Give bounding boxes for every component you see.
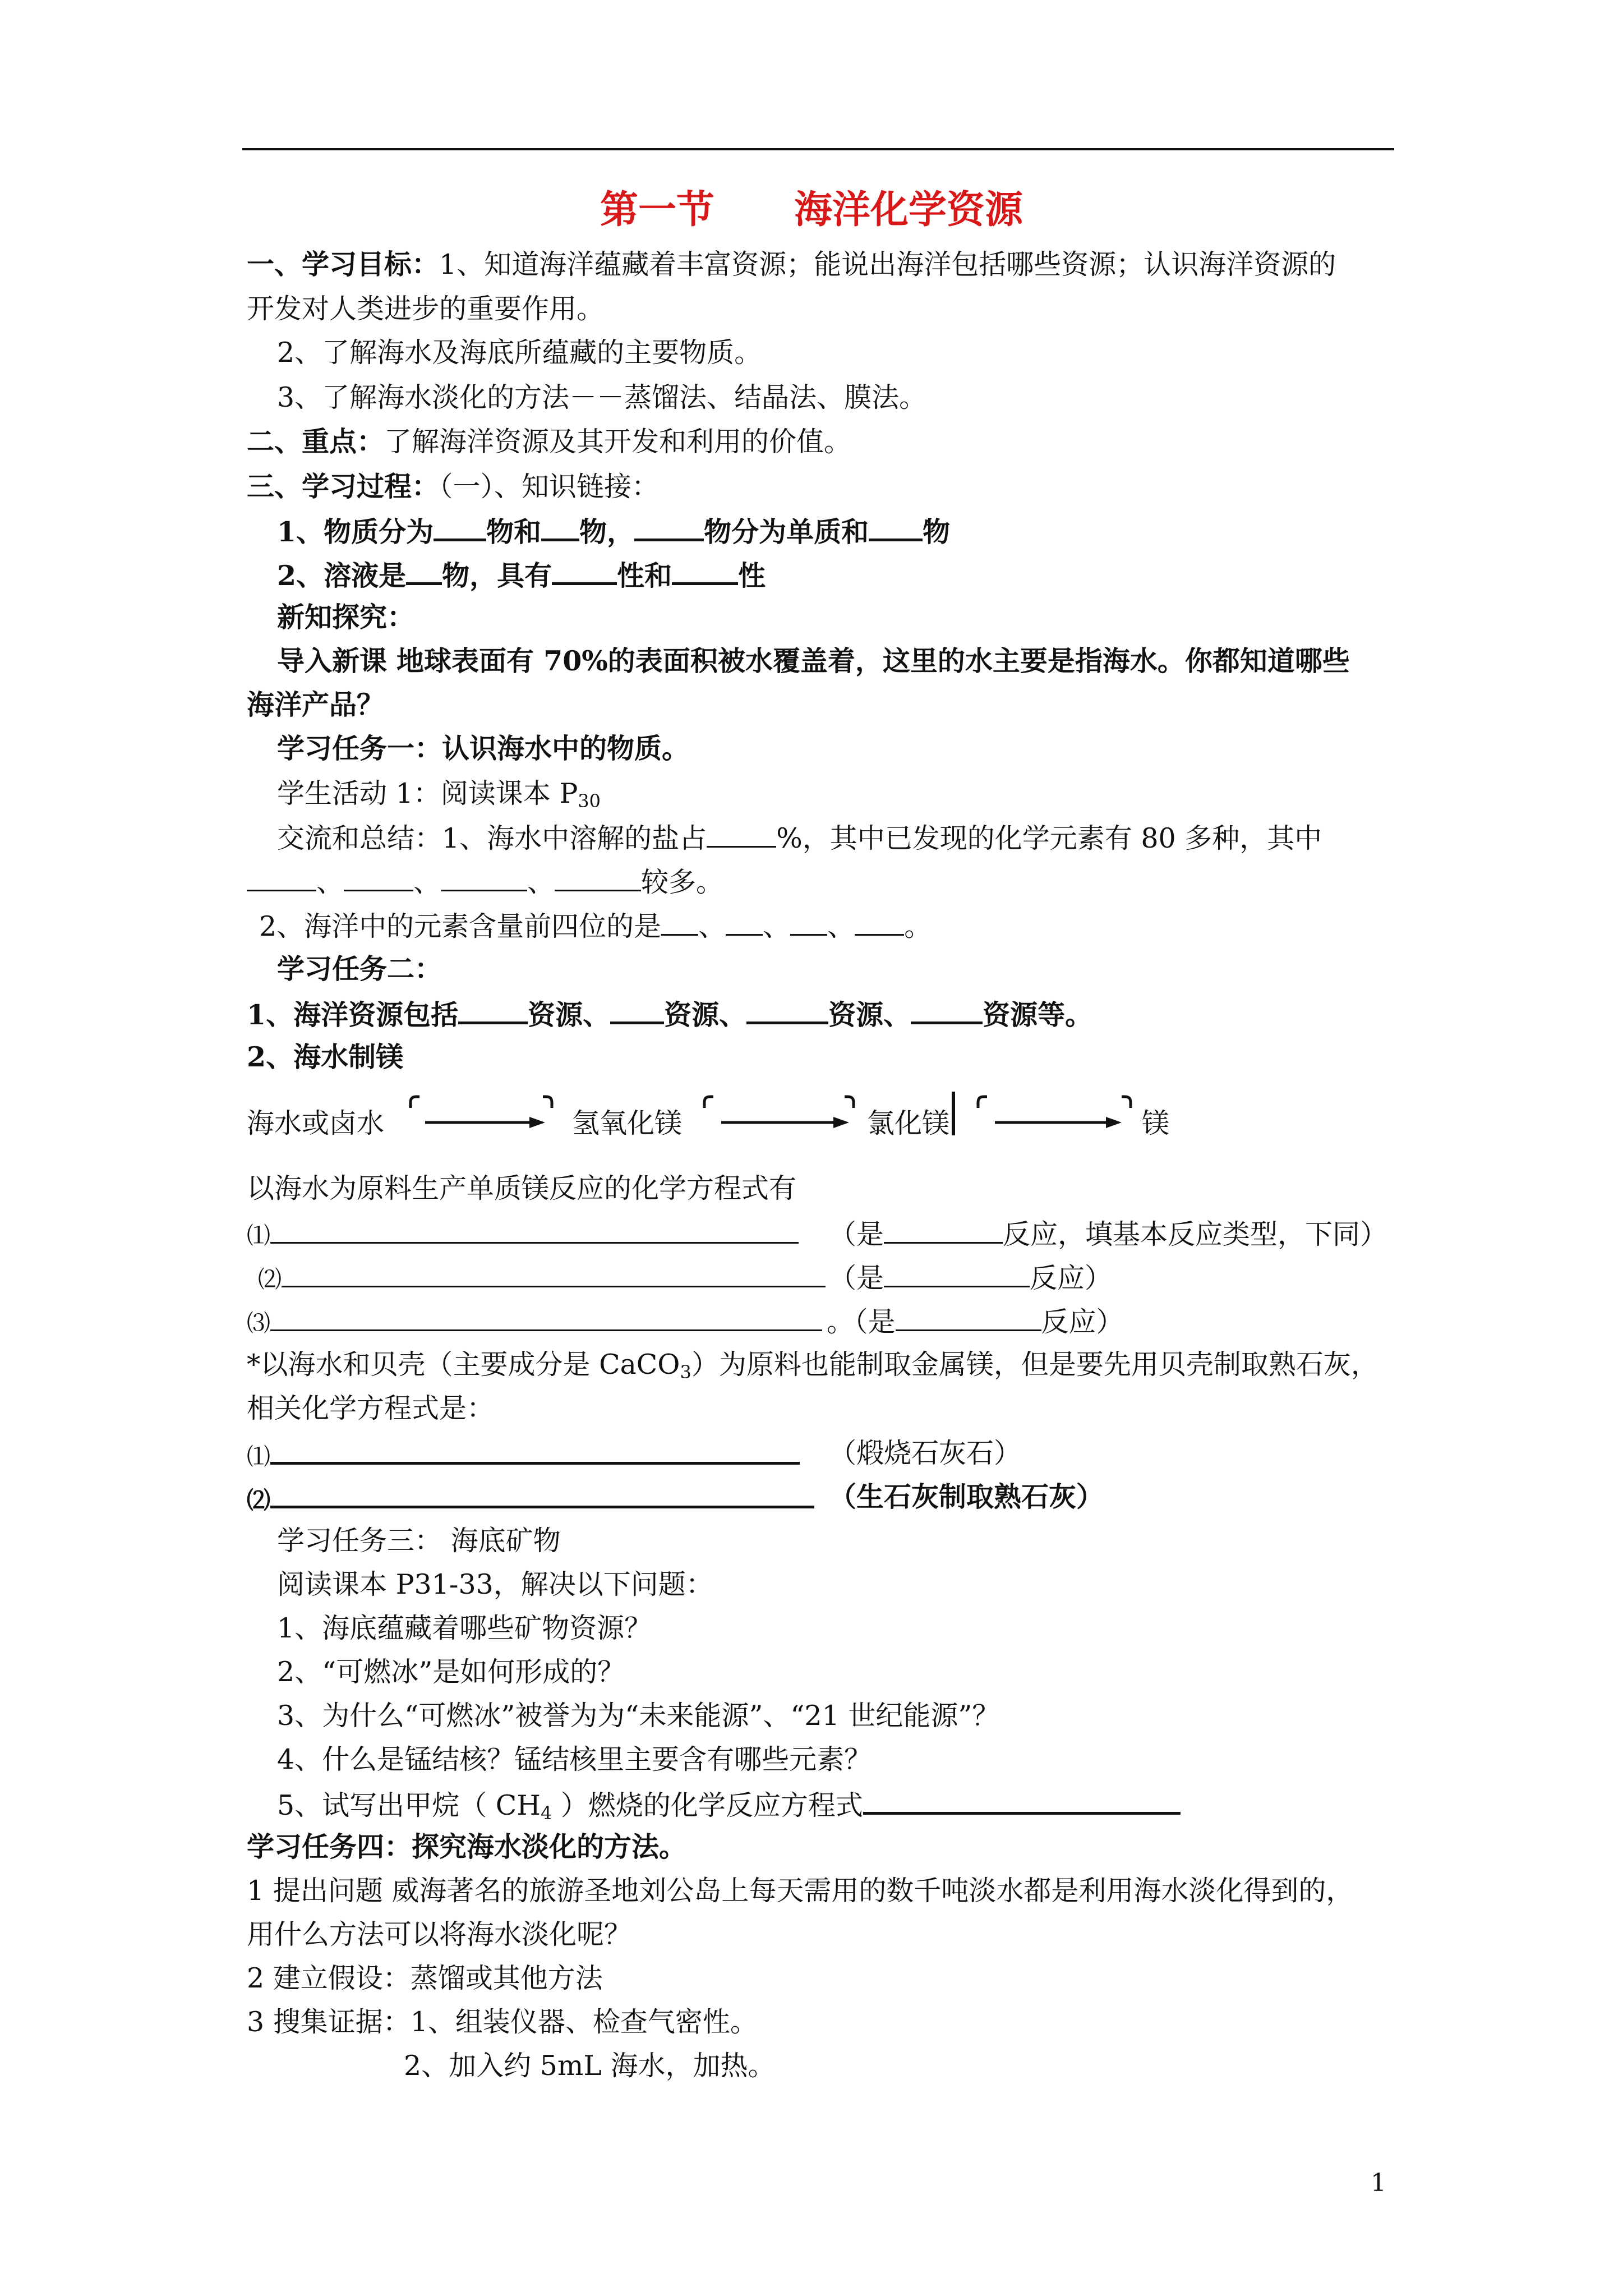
q1-part: 物和 [486,516,542,548]
separator: 、 [763,910,791,942]
separator: 、 [827,910,855,942]
task4-step3-2: 2、加入约 5mL 海水，加热。 [404,2050,776,2082]
summary-end: 较多。 [641,866,724,898]
objectives-label: 一、学习目标： [247,248,440,280]
eq3-row [247,1307,822,1335]
bracket-right-3 [1122,1097,1131,1108]
task3-read: 阅读课本 P31-33，解决以下问题： [277,1568,713,1600]
intro-line-2: 海洋产品？ [247,688,385,721]
eq3-tail [827,1307,1124,1336]
eq1-tail-b: 反应，填基本反应类型，下同） [1003,1218,1388,1250]
separator: 、 [527,866,555,898]
task4-step2: 2 建立假设：蒸馏或其他方法 [247,1962,603,1994]
q5-text: 5、试写出甲烷（ CH [277,1789,541,1821]
task2-title: 学习任务二： [277,953,442,985]
objective-3: 3、了解海水淡化的方法－－蒸馏法、结晶法、膜法。 [277,381,927,413]
q2-part: 物，具有 [442,559,552,592]
bracket-left-2 [704,1097,713,1108]
q2-text: 2、海洋中的元素含量前四位的是 [259,910,662,942]
objective-2: 2、了解海水及海底所蕴藏的主要物质。 [277,337,762,369]
resources-part: 资源、 [528,999,611,1031]
new-knowledge: 新知探究： [277,601,415,633]
separator: 、 [316,866,344,898]
q2-end: 。 [904,910,932,942]
task4-step1a: 1 提出问题 威海著名的旅游圣地刘公岛上每天需用的数千吨淡水都是利用海水淡化得到的， [247,1875,1354,1907]
eq1-tail [829,1220,1387,1248]
summary-text: %，其中已发现的化学元素有 80 多种，其中 [776,822,1322,854]
arrow-head-1 [529,1117,545,1128]
page-title: 第一节 海洋化学资源 [600,187,1023,232]
objective-1a: 1、知道海洋蕴藏着丰富资源；能说出海洋包括哪些资源；认识海洋资源的 [439,249,1336,280]
task4-step1b: 用什么方法可以将海水淡化呢？ [247,1918,632,1950]
eq1-num: ⑴ [247,1222,271,1249]
eq3-num: ⑶ [247,1309,271,1337]
flow-seawater: 海水或卤水 [247,1107,385,1139]
task1-title: 学习任务一：认识海水中的物质。 [277,732,690,765]
lime2-num: ⑵ [247,1487,271,1514]
page-number: 1 [1371,2169,1386,2197]
bracket-right-1 [543,1097,552,1108]
task3-q5 [277,1789,1181,1822]
bracket-right-2 [845,1097,854,1108]
lime1-num: ⑴ [247,1443,271,1470]
objective-1b: 开发对人类进步的重要作用。 [247,293,605,325]
arrow-head-2 [833,1117,849,1128]
task3-q1: 1、海底蕴藏着哪些矿物资源？ [277,1612,652,1644]
activity-page-subscript: 30 [578,790,601,812]
resources-part: 资源等。 [983,999,1093,1031]
equation-intro: 以海水为原料生产单质镁反应的化学方程式有 [247,1172,797,1204]
q2-part: 性 [738,559,766,592]
eq3-answer-line[interactable] [270,1307,822,1331]
eq1-answer-line[interactable] [270,1220,799,1244]
task3-q4: 4、什么是锰结核？锰结核里主要含有哪些元素？ [277,1743,872,1775]
eq3-tail-b: 反应） [1041,1306,1124,1338]
flow-mg-hydroxide: 氢氧化镁 [572,1107,683,1139]
resources-part: 资源、 [828,999,911,1031]
blank[interactable] [884,1220,1003,1244]
lime2-row [247,1483,814,1512]
shell-line-2: 相关化学方程式是： [247,1392,495,1424]
lime1-answer-line[interactable] [270,1439,800,1465]
q1-part: 1、物质分为 [277,516,434,548]
shell-line-1 [247,1351,1378,1381]
activity-text: 学生活动 1：阅读课本 P [277,777,578,809]
caco3-subscript: 3 [680,1361,691,1383]
q5-text: ）燃烧的化学反应方程式 [552,1789,863,1821]
task4-title: 学习任务四：探究海水淡化的方法。 [247,1830,687,1863]
q5-answer-line[interactable] [863,1789,1181,1815]
intro-line-1: 导入新课 地球表面有 70%的表面积被水覆盖着，这里的水主要是指海水。你都知道哪些 [277,645,1350,677]
key-points-text: 了解海洋资源及其开发和利用的价值。 [384,426,852,458]
bracket-left-3 [978,1097,987,1108]
knowledge-link: （一）、知识链接： [439,471,660,503]
eq2-num: ⑵ [258,1266,282,1293]
ch4-subscript: 4 [540,1802,552,1824]
eq2-tail-b: 反应） [1030,1262,1113,1294]
task3-q3: 3、为什么“可燃冰”被誉为为“未来能源”、“21 世纪能源”？ [277,1700,1000,1732]
eq1-row [247,1220,799,1248]
shell-text: *以海水和贝壳（主要成分是 CaCO [247,1349,680,1381]
mg-title: 2、海水制镁 [247,1041,404,1073]
flow-magnesium: 镁 [1142,1107,1170,1139]
arrow-head-3 [1106,1117,1122,1128]
q2-part: 2、溶液是 [277,559,407,592]
q2-part: 性和 [617,559,672,592]
resources-part: 1、海洋资源包括 [247,999,459,1031]
summary-text: 交流和总结：1、海水中溶解的盐占 [277,822,707,854]
bracket-left-1 [411,1097,419,1108]
q1-part: 物， [579,516,635,548]
resources-part: 资源、 [664,999,747,1031]
eq2-row [258,1263,826,1291]
eq2-tail-a: （是 [829,1262,884,1294]
task3-title: 学习任务三： 海底矿物 [277,1525,561,1557]
separator: 、 [413,866,441,898]
lime2-tail: （生石灰制取熟石灰） [829,1480,1104,1513]
lime2-answer-line[interactable] [270,1483,814,1508]
task3-q2: 2、“可燃冰”是如何形成的？ [277,1656,625,1688]
q1-part: 物 [923,516,951,548]
process-label: 三、学习过程： [247,470,440,503]
shell-text: ）为原料也能制取金属镁，但是要先用贝壳制取熟石灰， [691,1349,1378,1381]
eq2-tail [829,1263,1112,1292]
lime1-tail: （煅烧石灰石） [829,1437,1022,1469]
eq2-answer-line[interactable] [282,1263,826,1287]
eq3-tail-a: 。（是 [827,1306,896,1338]
blank[interactable] [896,1307,1041,1331]
eq1-tail-a: （是 [829,1218,884,1250]
blank[interactable] [884,1263,1030,1287]
q1-part: 物分为单质和 [704,516,869,548]
task4-step3: 3 搜集证据：1、组装仪器、检查气密性。 [247,2006,758,2038]
key-points-label: 二、重点： [247,425,385,458]
flow-mg-chloride: 氯化镁 [867,1107,950,1139]
lime1-row [247,1439,800,1469]
separator: 、 [698,910,726,942]
